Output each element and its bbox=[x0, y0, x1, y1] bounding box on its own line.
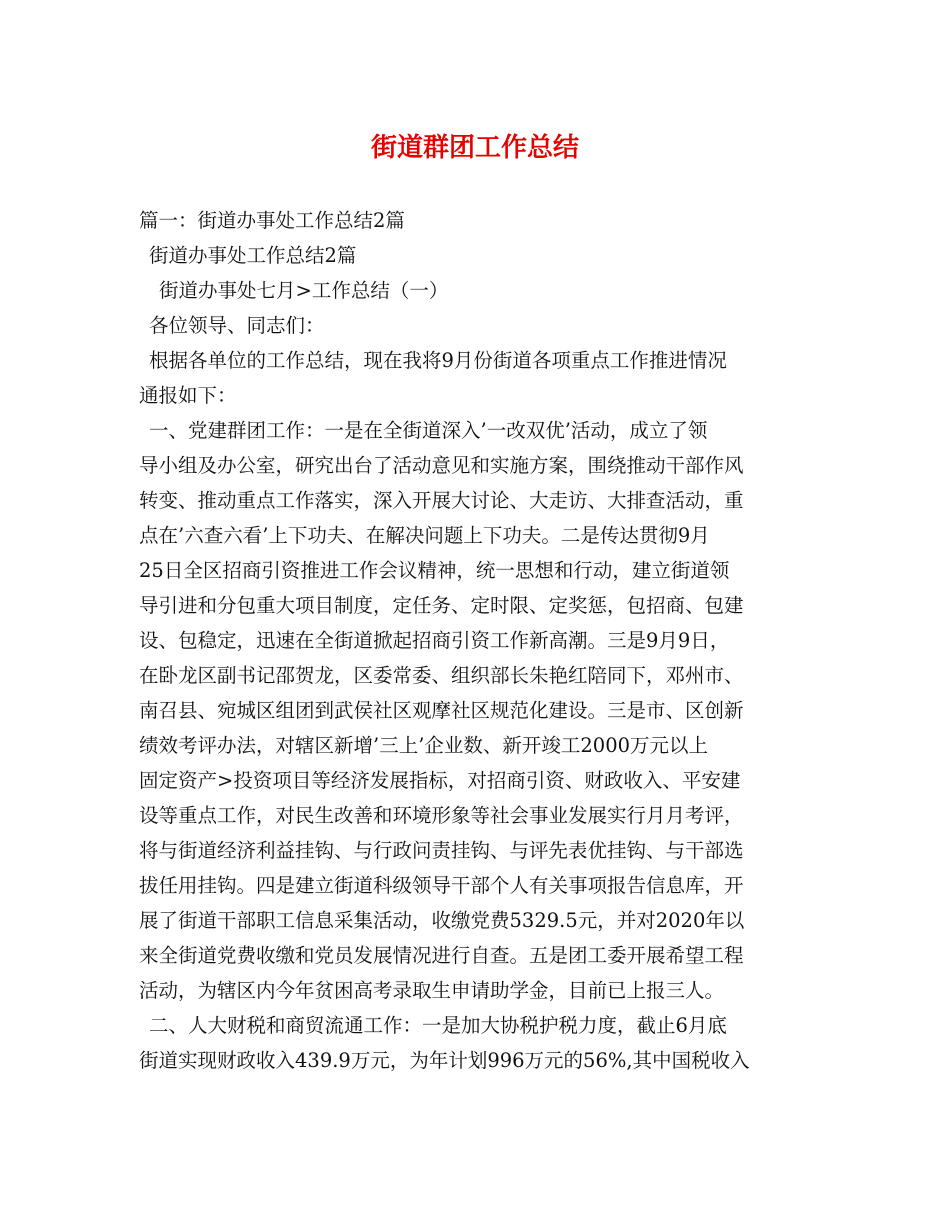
text-line: 活动，为辖区内今年贫困高考录取生申请助学金，目前已上报三人。 bbox=[139, 979, 725, 1002]
document-title: 街道群团工作总结 bbox=[370, 133, 579, 163]
text-line: 南召县、宛城区组团到武侯社区观摩社区规范化建设。三是市、区创新 bbox=[139, 699, 744, 722]
subheading: 街道办事处工作总结2篇 bbox=[149, 244, 357, 267]
text-line: 设等重点工作，对民生改善和环境形象等社会事业发展实行月月考评， bbox=[139, 804, 744, 827]
text-line: 根据各单位的工作总结，现在我将9月份街道各项重点工作推进情况 bbox=[149, 349, 727, 372]
document-body bbox=[139, 203, 815, 1078]
text-line: 将与街道经济利益挂钩、与行政问责挂钩、与评先表优挂钩、与干部选 bbox=[139, 839, 744, 862]
text-line: 导小组及办公室，研究出台了活动意见和实施方案，围绕推动干部作风 bbox=[139, 454, 744, 477]
text-line: 来全街道党费收缴和党员发展情况进行自查。五是团工委开展希望工程 bbox=[139, 944, 744, 967]
text-line: 25日全区招商引资推进工作会议精神，统一思想和行动，建立街道领 bbox=[139, 559, 730, 582]
text-line: 二、人大财税和商贸流通工作：一是加大协税护税力度，截止6月底 bbox=[149, 1014, 727, 1037]
text-line: 一、党建群团工作：一是在全街道深入’一改双优’活动，成立了领 bbox=[149, 419, 708, 442]
text-line: 导引进和分包重大项目制度，定任务、定时限、定奖惩，包招商、包建 bbox=[139, 594, 744, 617]
text-line: 绩效考评办法，对辖区新增’三上’企业数、新开竣工2000万元以上 bbox=[139, 734, 709, 757]
text-line: 固定资产>投资项目等经济发展指标，对招商引资、财政收入、平安建 bbox=[139, 769, 741, 792]
text-line: 在卧龙区副书记邵贺龙，区委常委、组织部长朱艳红陪同下，邓州市、 bbox=[139, 664, 744, 687]
section-heading: 篇一：街道办事处工作总结2篇 bbox=[139, 209, 405, 232]
paragraph-intro bbox=[139, 343, 815, 413]
text-line: 拔任用挂钩。四是建立街道科级领导干部个人有关事项报告信息库，开 bbox=[139, 874, 744, 897]
paragraph-party-building bbox=[139, 413, 815, 1008]
text-line: 点在’六查六看’上下功夫、在解决问题上下功夫。二是传达贯彻9月 bbox=[139, 524, 710, 547]
text-line: 设、包稳定，迅速在全街道掀起招商引资工作新高潮。三是9月9日， bbox=[139, 629, 730, 652]
text-line: 展了街道干部职工信息采集活动，收缴党费5329.5元，并对2020年以 bbox=[139, 909, 745, 932]
subheading-month: 街道办事处七月>工作总结（一） bbox=[159, 279, 449, 302]
text-line: 街道实现财政收入439.9万元，为年计划996万元的56%,其中国税收入 bbox=[139, 1049, 750, 1072]
text-line: 转变、推动重点工作落实，深入开展大讨论、大走访、大排查活动，重 bbox=[139, 489, 744, 512]
salutation: 各位领导、同志们： bbox=[149, 314, 325, 337]
text-line: 通报如下： bbox=[139, 384, 237, 407]
paragraph-finance-trade bbox=[139, 1008, 815, 1078]
